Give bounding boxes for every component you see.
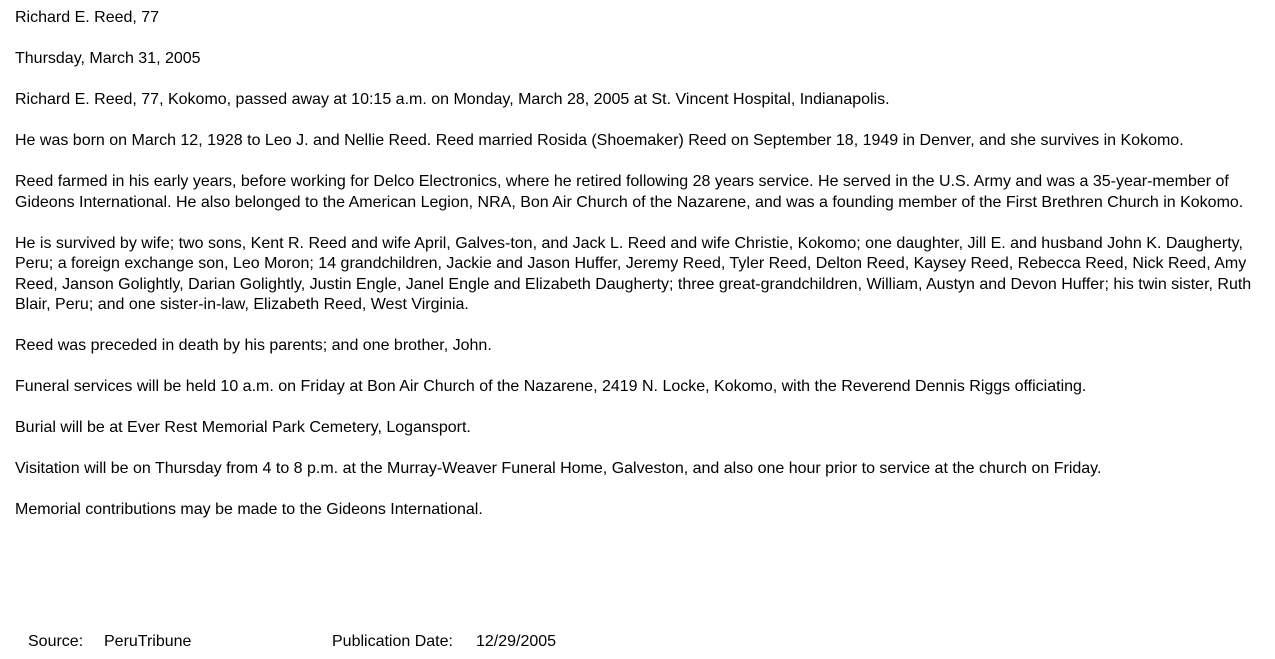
paragraph: Reed was preceded in death by his parents; and one brother, John. [15,337,492,354]
paragraph: Reed farmed in his early years, before working for Delco Electronics, where he retired following 28 years service. He served in the U.S. Army and was a 35-year-member of Gideons International. He also belonged to the American Legion, NRA, Bon Air Church of the Nazarene, and was a founding member of the First Brethren Church in Kokomo. [15,173,1244,211]
paragraph: Visitation will be on Thursday from 4 to 8 p.m. at the Murray-Weaver Funeral Home, Galveston, and also one hour prior to service at the church on Friday. [15,460,1102,477]
paragraph: He was born on March 12, 1928 to Leo J. and Nellie Reed. Reed married Rosida (Shoemaker) Reed on September 18, 1949 in Denver, and she survives in Kokomo. [15,132,1184,149]
source-label: Source: [28,633,84,650]
publication-date-value: 12/29/2005 [476,633,557,650]
source-footer [28,632,1228,654]
obituary-date: Thursday, March 31, 2005 [15,50,201,67]
paragraph: Memorial contributions may be made to the Gideons International. [15,501,483,518]
paragraph: Richard E. Reed, 77, Kokomo, passed away at 10:15 a.m. on Monday, March 28, 2005 at St. Vincent Hospital, Indianapolis. [15,91,890,108]
publication-date-label: Publication Date: [332,633,453,650]
obituary-title: Richard E. Reed, 77 [15,9,160,26]
paragraph: He is survived by wife; two sons, Kent R. Reed and wife April, Galves-ton, and Jack L. Reed and wife Christie, Kokomo; one daughter, Jill E. and husband John K. Daugherty, Peru; a foreign exchange son, Leo Moron; 14 grandchildren, Jackie and Jason Huffer, Jeremy Reed, Tyler Reed, Delton Reed, Kaysey Reed, Rebecca Reed, Nick Reed, Amy Reed, Janson Golightly, Darian Golightly, Justin Engle, Janel Engle and Elizabeth Daugherty; three great-grandchildren, William, Austyn and Devon Huffer; his twin sister, Ruth Blair, Peru; and one sister-in-law, Elizabeth Reed, West Virginia. [15,234,1252,313]
source-value: PeruTribune [104,633,192,650]
paragraph: Funeral services will be held 10 a.m. on Friday at Bon Air Church of the Nazarene, 2419 N. Locke, Kokomo, with the Reverend Dennis Riggs officiating. [15,378,1087,395]
obituary-document [15,8,1267,541]
paragraph: Burial will be at Ever Rest Memorial Park Cemetery, Logansport. [15,419,471,436]
